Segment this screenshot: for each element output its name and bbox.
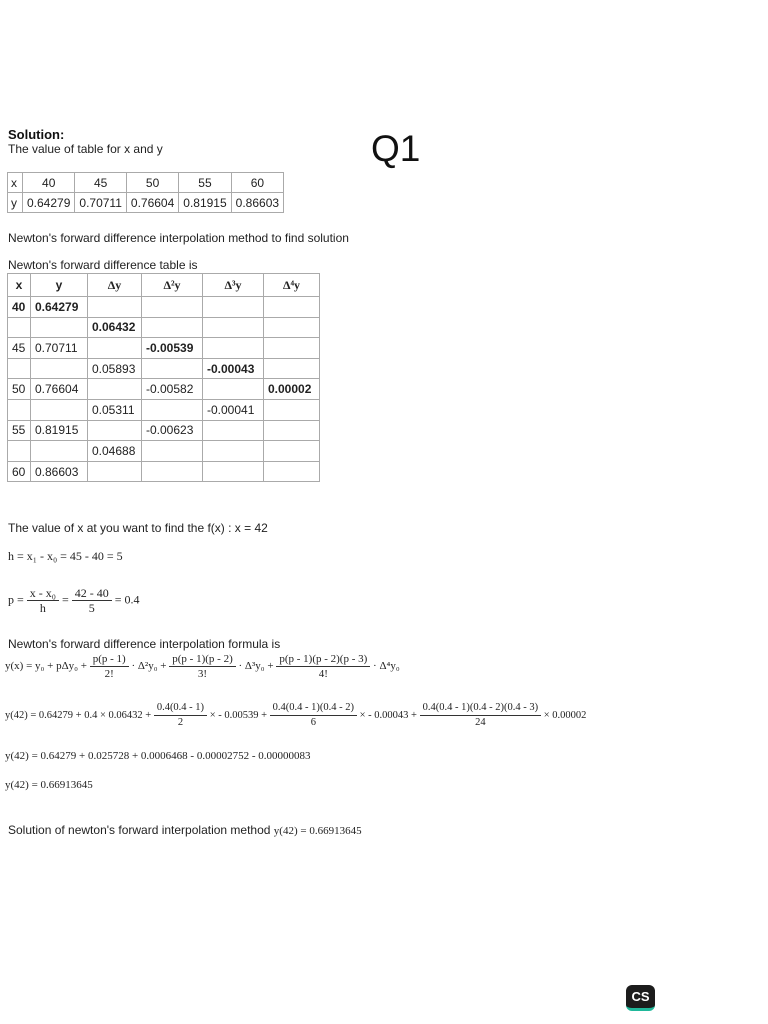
x-cell: 50 (126, 173, 178, 193)
difference-table-row (8, 379, 320, 400)
difference-cell (203, 420, 264, 441)
final-solution-text: Solution of newton's forward interpolation method (8, 823, 271, 837)
formula-title: Newton's forward difference interpolation formula is (8, 637, 281, 651)
difference-table-row (8, 441, 320, 462)
p-lhs: p = (8, 592, 24, 607)
formula-term-2-den: 2! (104, 668, 114, 680)
find-line: The value of x at you want to find the f(x) : x = 42 (8, 521, 268, 535)
difference-cell: -0.00539 (142, 338, 203, 359)
formula-lead: y(x) = y₀ + pΔy₀ + (5, 660, 87, 673)
difference-header-cell: x (8, 274, 31, 297)
formula-line (5, 652, 400, 681)
difference-cell (203, 461, 264, 482)
x-cell: 55 (179, 173, 231, 193)
subst-term-4-tail: × 0.00002 (543, 709, 587, 721)
difference-cell (203, 379, 264, 400)
difference-cell (88, 379, 142, 400)
difference-cell: 0.06432 (88, 317, 142, 338)
difference-table-row (8, 399, 320, 420)
question-label: Q1 (371, 128, 421, 169)
formula-term-3-tail: · Δ³y₀ + (238, 660, 274, 673)
difference-table (7, 273, 320, 482)
difference-header-cell: Δ⁴y (264, 274, 320, 297)
difference-cell: 0.76604 (31, 379, 88, 400)
difference-cell (264, 338, 320, 359)
formula-term-4-den: 4! (318, 668, 328, 680)
difference-cell (203, 297, 264, 318)
p-fraction-2-num: 42 - 40 (72, 586, 112, 601)
difference-cell (203, 338, 264, 359)
y-cell: 0.86603 (231, 193, 283, 213)
x-row (8, 173, 284, 193)
difference-table-row (8, 297, 320, 318)
subst-lead: y(42) = 0.64279 + 0.4 × 0.06432 + (5, 709, 152, 721)
formula-term-4 (276, 652, 370, 681)
difference-cell (88, 461, 142, 482)
subst-term-3-den: 6 (310, 717, 316, 728)
difference-cell (8, 317, 31, 338)
xy-value-table (7, 172, 284, 213)
difference-table-row (8, 358, 320, 379)
difference-header-cell: y (31, 274, 88, 297)
p-fraction-1-den: h (39, 601, 46, 615)
difference-cell (203, 441, 264, 462)
solution-heading: Solution: (8, 127, 65, 142)
subst-term-3-num: 0.4(0.4 - 1)(0.4 - 2) (270, 701, 357, 716)
difference-cell: 0.05893 (88, 358, 142, 379)
difference-cell: 0.64279 (31, 297, 88, 318)
subst-term-2-den: 2 (177, 717, 184, 728)
substitution-line (5, 701, 586, 730)
difference-cell (88, 297, 142, 318)
difference-cell (264, 317, 320, 338)
difference-cell (264, 399, 320, 420)
difference-cell: 0.00002 (264, 379, 320, 400)
difference-cell: -0.00582 (142, 379, 203, 400)
p-line (8, 586, 140, 615)
x-cell: 60 (231, 173, 283, 193)
y-cell: 0.81915 (179, 193, 231, 213)
formula-term-4-num: p(p - 1)(p - 2)(p - 3) (276, 652, 370, 667)
difference-cell (88, 338, 142, 359)
difference-table-row (8, 461, 320, 482)
y-cell: 0.76604 (126, 193, 178, 213)
formula-term-4-tail: · Δ⁴y₀ (373, 660, 400, 673)
difference-cell (31, 441, 88, 462)
difference-cell (142, 461, 203, 482)
subst-term-4 (420, 701, 541, 730)
x-header-cell: x (8, 173, 23, 193)
final-solution-value: y(42) = 0.66913645 (273, 825, 362, 837)
y-row (8, 193, 284, 213)
difference-cell: -0.00043 (203, 358, 264, 379)
subst-term-4-num: 0.4(0.4 - 1)(0.4 - 2)(0.4 - 3) (420, 701, 541, 716)
h-line: h = x₁ - x₀ = 45 - 40 = 5 (8, 549, 123, 563)
final-solution-line (8, 823, 362, 837)
difference-cell: 0.05311 (88, 399, 142, 420)
formula-term-2 (90, 652, 129, 681)
difference-cell: 55 (8, 420, 31, 441)
difference-table-header (8, 274, 320, 297)
difference-cell (8, 358, 31, 379)
p-fraction-2-den: 5 (88, 601, 95, 615)
difference-cell: 0.86603 (31, 461, 88, 482)
difference-cell: 0.70711 (31, 338, 88, 359)
difference-header-cell: Δ²y (142, 274, 203, 297)
subst-term-2-num: 0.4(0.4 - 1) (154, 701, 207, 716)
camscanner-logo-text: CS (631, 989, 650, 1004)
difference-cell (264, 297, 320, 318)
difference-cell (88, 420, 142, 441)
formula-term-2-num: p(p - 1) (90, 652, 129, 667)
subst-term-3 (270, 701, 357, 730)
difference-cell (142, 297, 203, 318)
difference-cell (31, 358, 88, 379)
difference-cell: 0.81915 (31, 420, 88, 441)
difference-cell: 50 (8, 379, 31, 400)
subst-term-4-den: 24 (475, 717, 486, 728)
formula-term-3-den: 3! (197, 668, 208, 680)
difference-cell: 0.04688 (88, 441, 142, 462)
result-line: y(42) = 0.66913645 (5, 779, 93, 791)
difference-cell (8, 441, 31, 462)
difference-cell (142, 317, 203, 338)
difference-cell: 45 (8, 338, 31, 359)
y-header-cell: y (8, 193, 23, 213)
y-cell: 0.64279 (23, 193, 75, 213)
difference-header-cell: Δ³y (203, 274, 264, 297)
p-fraction-1 (27, 586, 59, 615)
difference-cell (142, 399, 203, 420)
difference-cell (203, 317, 264, 338)
difference-cell (31, 317, 88, 338)
y-cell: 0.70711 (75, 193, 127, 213)
formula-term-2-tail: · Δ²y₀ + (131, 660, 167, 673)
difference-cell (142, 441, 203, 462)
difference-table-body (8, 297, 320, 482)
difference-table-row (8, 420, 320, 441)
x-cell: 40 (23, 173, 75, 193)
camscanner-logo (626, 985, 655, 1011)
difference-table-row (8, 317, 320, 338)
difference-cell (264, 420, 320, 441)
subst-term-3-tail: × - 0.00043 + (359, 709, 417, 721)
p-fraction-1-num: x - x₀ (27, 586, 59, 601)
difference-cell: -0.00623 (142, 420, 203, 441)
difference-cell (8, 399, 31, 420)
formula-term-3 (169, 652, 235, 681)
diff-table-title: Newton's forward difference table is (8, 258, 198, 272)
difference-cell (264, 461, 320, 482)
subst-term-2-tail: × - 0.00539 + (209, 709, 268, 721)
difference-cell: 60 (8, 461, 31, 482)
sum-line: y(42) = 0.64279 + 0.025728 + 0.0006468 - 0.00002752 - 0.00000083 (5, 750, 311, 762)
subst-term-2 (154, 701, 207, 730)
difference-header-cell: Δy (88, 274, 142, 297)
method-line: Newton's forward difference interpolation method to find solution (8, 231, 349, 245)
difference-cell: 40 (8, 297, 31, 318)
difference-cell (264, 441, 320, 462)
p-result: = 0.4 (114, 592, 140, 607)
p-fraction-2 (72, 586, 112, 615)
formula-term-3-num: p(p - 1)(p - 2) (169, 652, 235, 667)
x-cell: 45 (75, 173, 127, 193)
table-intro: The value of table for x and y (8, 142, 163, 156)
difference-cell (31, 399, 88, 420)
difference-table-row (8, 338, 320, 359)
p-eq: = (61, 592, 69, 607)
difference-cell: -0.00041 (203, 399, 264, 420)
difference-cell (264, 358, 320, 379)
difference-cell (142, 358, 203, 379)
